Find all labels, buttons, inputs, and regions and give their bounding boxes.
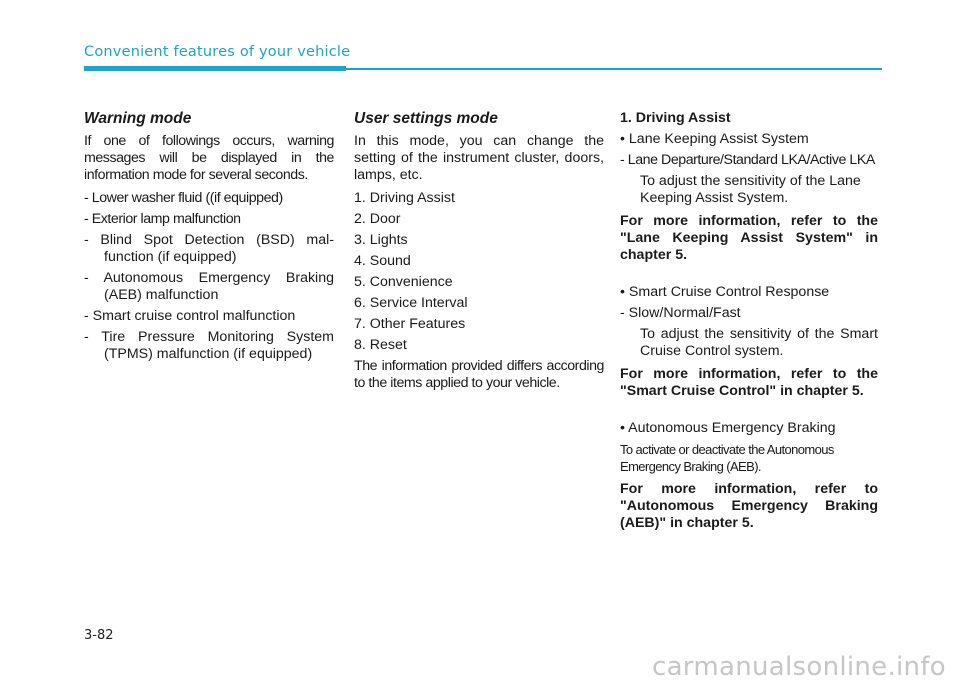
scc-bullet: • Smart Cruise Control Response bbox=[620, 284, 830, 300]
user-settings-intro: In this mode, you can change the setting of the instrument cluster, doors, lamps, etc. bbox=[354, 133, 604, 183]
aeb-bullet: • Autonomous Emergency Braking bbox=[620, 420, 836, 436]
settings-list-item: 5. Convenience bbox=[354, 274, 453, 290]
page-number: 3-82 bbox=[84, 628, 114, 643]
warning-item: - Smart cruise control malfunction bbox=[84, 308, 296, 324]
warning-mode-intro: If one of followings occurs, warning messages will be displayed in the information mode for several seconds. bbox=[84, 133, 334, 183]
settings-list-item: 4. Sound bbox=[354, 253, 411, 269]
settings-list-item: 6. Service Interval bbox=[354, 295, 468, 311]
lka-description: To adjust the sensitivity of the Lane Keeping Assist System. bbox=[640, 173, 861, 206]
driving-assist-title: 1. Driving Assist bbox=[620, 110, 731, 126]
scc-option: - Slow/Normal/Fast bbox=[620, 305, 741, 321]
scc-reference: For more information, refer to the "Smart Cruise Control" in chapter 5. bbox=[620, 366, 878, 399]
driving-assist-column bbox=[620, 110, 878, 538]
aeb-reference: For more information, refer to "Autonomous Emergency Braking (AEB)" in chapter 5. bbox=[620, 481, 878, 531]
lka-bullet: • Lane Keeping Assist System bbox=[620, 131, 809, 147]
warning-mode-column bbox=[84, 110, 334, 367]
spacer bbox=[620, 406, 878, 420]
lka-option: - Lane Departure/Standard LKA/Active LKA bbox=[620, 152, 875, 168]
settings-list-item: 7. Other Features bbox=[354, 316, 466, 332]
warning-item: - Lower washer fluid ((if equipped) bbox=[84, 190, 283, 206]
header-rule-thick bbox=[84, 66, 346, 71]
warning-item: - Blind Spot Detection (BSD) mal-function (if equipped) bbox=[84, 232, 334, 265]
user-settings-title: User settings mode bbox=[354, 110, 498, 127]
warning-mode-title: Warning mode bbox=[84, 110, 192, 127]
warning-item: - Tire Pressure Monitoring System (TPMS) malfunction (if equipped) bbox=[84, 329, 334, 362]
user-settings-column bbox=[354, 110, 604, 398]
settings-list-item: 3. Lights bbox=[354, 232, 408, 248]
spacer bbox=[620, 270, 878, 284]
scc-description: To adjust the sensitivity of the Smart Cruise Control system. bbox=[640, 326, 878, 359]
warning-item: - Autonomous Emergency Braking (AEB) malfunction bbox=[84, 270, 334, 303]
aeb-description: To activate or deactivate the Autonomous Emergency Braking (AEB). bbox=[620, 442, 834, 474]
watermark-text: carmanualsonline.info bbox=[651, 652, 946, 682]
page-header-title: Convenient features of your vehicle bbox=[84, 44, 351, 60]
settings-list-item: 2. Door bbox=[354, 211, 401, 227]
settings-list-item: 1. Driving Assist bbox=[354, 190, 455, 206]
user-settings-note: The information provided differs according to the items applied to your vehicle. bbox=[354, 358, 604, 391]
header-rule-thin bbox=[346, 68, 882, 70]
settings-list-item: 8. Reset bbox=[354, 337, 407, 353]
warning-item: - Exterior lamp malfunction bbox=[84, 211, 241, 227]
lka-reference: For more information, refer to the "Lane Keeping Assist System" in chapter 5. bbox=[620, 213, 878, 263]
